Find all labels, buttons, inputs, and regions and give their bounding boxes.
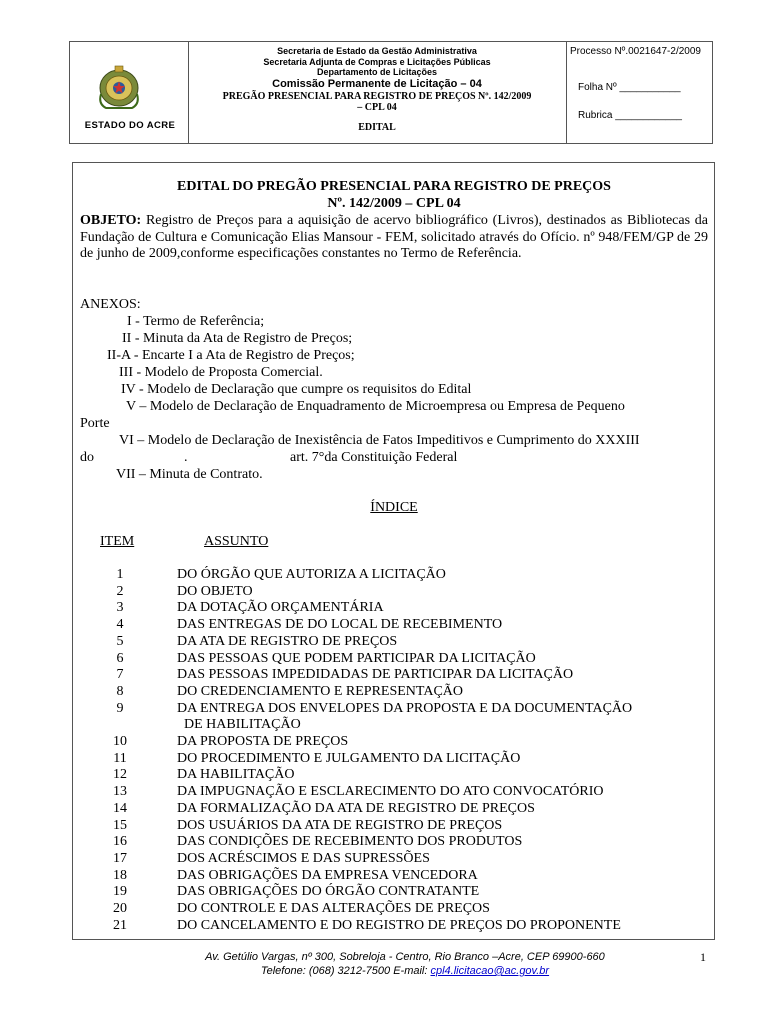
footer-contact [150,964,660,978]
document-title: EDITAL DO PREGÃO PRESENCIAL PARA REGISTRO DE PREÇOS [177,179,611,194]
header-line: Comissão Permanente de Licitação – 04 [272,77,482,90]
indice-item-subject-continued: DE HABILITAÇÃO [184,717,301,733]
indice-item-number: 11 [113,750,127,766]
state-seal-icon [98,64,140,110]
indice-item-subject: DO OBJETO [177,583,253,599]
indice-item-number: 6 [116,650,124,666]
indice-item-subject: DO CONTROLE E DAS ALTERAÇÕES DE PREÇOS [177,901,490,916]
indice-item-subject: DAS CONDIÇÕES DE RECEBIMENTO DOS PRODUTOS [177,834,523,850]
indice-item-number: 9 [116,700,124,716]
processo-number: Processo Nº.0021647-2/2009 [570,46,701,57]
anexo-item-continued: art. 7°da Constituição Federal [290,450,458,465]
header-line: Secretaria Adjunta de Compras e Licitações Públicas [263,56,491,67]
indice-item-subject: DAS OBRIGAÇÕES DA EMPRESA VENCEDORA [177,867,478,883]
page-number: 1 [700,950,706,964]
indice-item-number: 7 [116,667,124,683]
indice-item-number: 5 [116,633,124,649]
indice-item-subject: DAS OBRIGAÇÕES DO ÓRGÃO CONTRATANTE [177,884,480,900]
header-titles [188,46,566,133]
rubrica-field: Rubrica ____________ [578,110,682,121]
indice-item-number: 1 [116,567,124,582]
indice-item-subject: DOS USUÁRIOS DA ATA DE REGISTRO DE PREÇOS [177,817,503,833]
objeto-label: OBJETO: [80,213,142,228]
indice-item-subject: DA DOTAÇÃO ORÇAMENTÁRIA [177,600,384,616]
anexo-item: VII – Minuta de Contrato. [116,467,263,482]
indice-item-subject: DAS ENTREGAS DE DO LOCAL DE RECEBIMENTO [177,617,503,633]
document-subtitle: Nº. 142/2009 – CPL 04 [327,196,461,211]
indice-item-number: 17 [113,850,127,866]
indice-item-subject: DA PROPOSTA DE PREÇOS [177,734,349,749]
objeto-paragraph [80,213,708,263]
footer-email-link[interactable]: cpl4.licitacao@ac.gov.br [430,965,550,977]
indice-item-subject: DAS PESSOAS IMPEDIDADAS DE PARTICIPAR DA LICITAÇÃO [177,667,574,683]
anexo-item: II-A - Encarte I a Ata de Registro de Preços; [107,348,355,363]
indice-item-number: 20 [113,901,127,916]
page-footer [150,950,660,978]
header-line: Departamento de Licitações [316,67,438,77]
objeto-text: Registro de Preços para a aquisição de acervo bibliográfico (Livros), destinados as Bibliotecas da Fundação de Cultura e Comunicação Elias Mansour - FEM, solicitado através do Ofício. nº 948/FEM/GP de 29 de junho de 2009,conforme especificações constantes no Termo de Referência. [80,213,708,261]
indice-col-assunto: ASSUNTO [204,534,269,549]
indice-item-subject: DOS ACRÉSCIMOS E DAS SUPRESSÕES [177,850,430,866]
indice-item-number: 13 [113,784,127,800]
state-label: ESTADO DO ACRE [84,120,176,131]
anexo-item-continued: Porte [80,416,110,431]
indice-item-subject: DA FORMALIZAÇÃO DA ATA DE REGISTRO DE PREÇOS [177,800,535,816]
folha-field: Folha Nº ___________ [578,82,681,93]
header-line: – CPL 04 [357,101,397,113]
indice-col-item: ITEM [100,534,135,549]
anexo-item: II - Minuta da Ata de Registro de Preços; [122,331,353,346]
header-line: PREGÃO PRESENCIAL PARA REGISTRO DE PREÇOS Nº. 142/2009 [222,90,532,102]
indice-item-number: 18 [113,867,127,883]
anexo-item-continued: . [184,450,188,465]
indice-item-number: 10 [113,734,127,749]
indice-item-subject: DA ENTREGA DOS ENVELOPES DA PROPOSTA E DA DOCUMENTAÇÃO [177,700,633,716]
header-process-info [570,46,712,121]
indice-title: ÍNDICE [370,500,418,515]
indice-item-number: 19 [113,884,127,900]
indice-item-subject: DAS PESSOAS QUE PODEM PARTICIPAR DA LICITAÇÃO [177,650,536,666]
indice-item-subject: DO CANCELAMENTO E DO REGISTRO DE PREÇOS DO PROPONENTE [177,917,621,933]
indice-item-subject: DA HABILITAÇÃO [177,767,295,783]
anexo-item: IV - Modelo de Declaração que cumpre os requisitos do Edital [121,382,472,397]
indice-item-number: 3 [116,600,124,616]
header-line: Secretaria de Estado da Gestão Administrativa [277,46,477,56]
header-line: EDITAL [358,121,396,133]
indice-item-number: 15 [113,817,127,833]
indice-item-number: 4 [116,617,124,633]
anexo-item: III - Modelo de Proposta Comercial. [119,365,323,380]
anexo-item: VI – Modelo de Declaração de Inexistência de Fatos Impeditivos e Cumprimento do XXXIII [119,433,640,448]
indice-item-subject: DO CREDENCIAMENTO E REPRESENTAÇÃO [177,683,464,699]
indice-item-subject: DA ATA DE REGISTRO DE PREÇOS [177,633,398,649]
indice-item-number: 2 [116,583,124,599]
anexo-item: V – Modelo de Declaração de Enquadramento de Microempresa ou Empresa de Pequeno [126,399,625,414]
footer-phone: Telefone: (068) 3212-7500 E-mail: [260,965,431,977]
anexo-item: I - Termo de Referência; [127,314,265,329]
indice-item-subject: DO PROCEDIMENTO E JULGAMENTO DA LICITAÇÃO [177,750,521,766]
header-divider [566,42,567,143]
indice-item-number: 21 [113,917,127,933]
anexos-label: ANEXOS: [80,297,141,312]
indice-item-number: 16 [113,834,127,850]
document-header [69,41,713,144]
indice-item-number: 12 [113,767,127,783]
footer-address: Av. Getúlio Vargas, nº 300, Sobreloja - Centro, Rio Branco –Acre, CEP 69900-660 [205,951,605,963]
indice-item-number: 14 [113,800,127,816]
indice-item-subject: DO ÓRGÃO QUE AUTORIZA A LICITAÇÃO [177,567,446,582]
indice-item-number: 8 [116,683,124,699]
anexo-item-continued: do [80,450,94,465]
indice-item-subject: DA IMPUGNAÇÃO E ESCLARECIMENTO DO ATO CONVOCATÓRIO [177,784,604,800]
